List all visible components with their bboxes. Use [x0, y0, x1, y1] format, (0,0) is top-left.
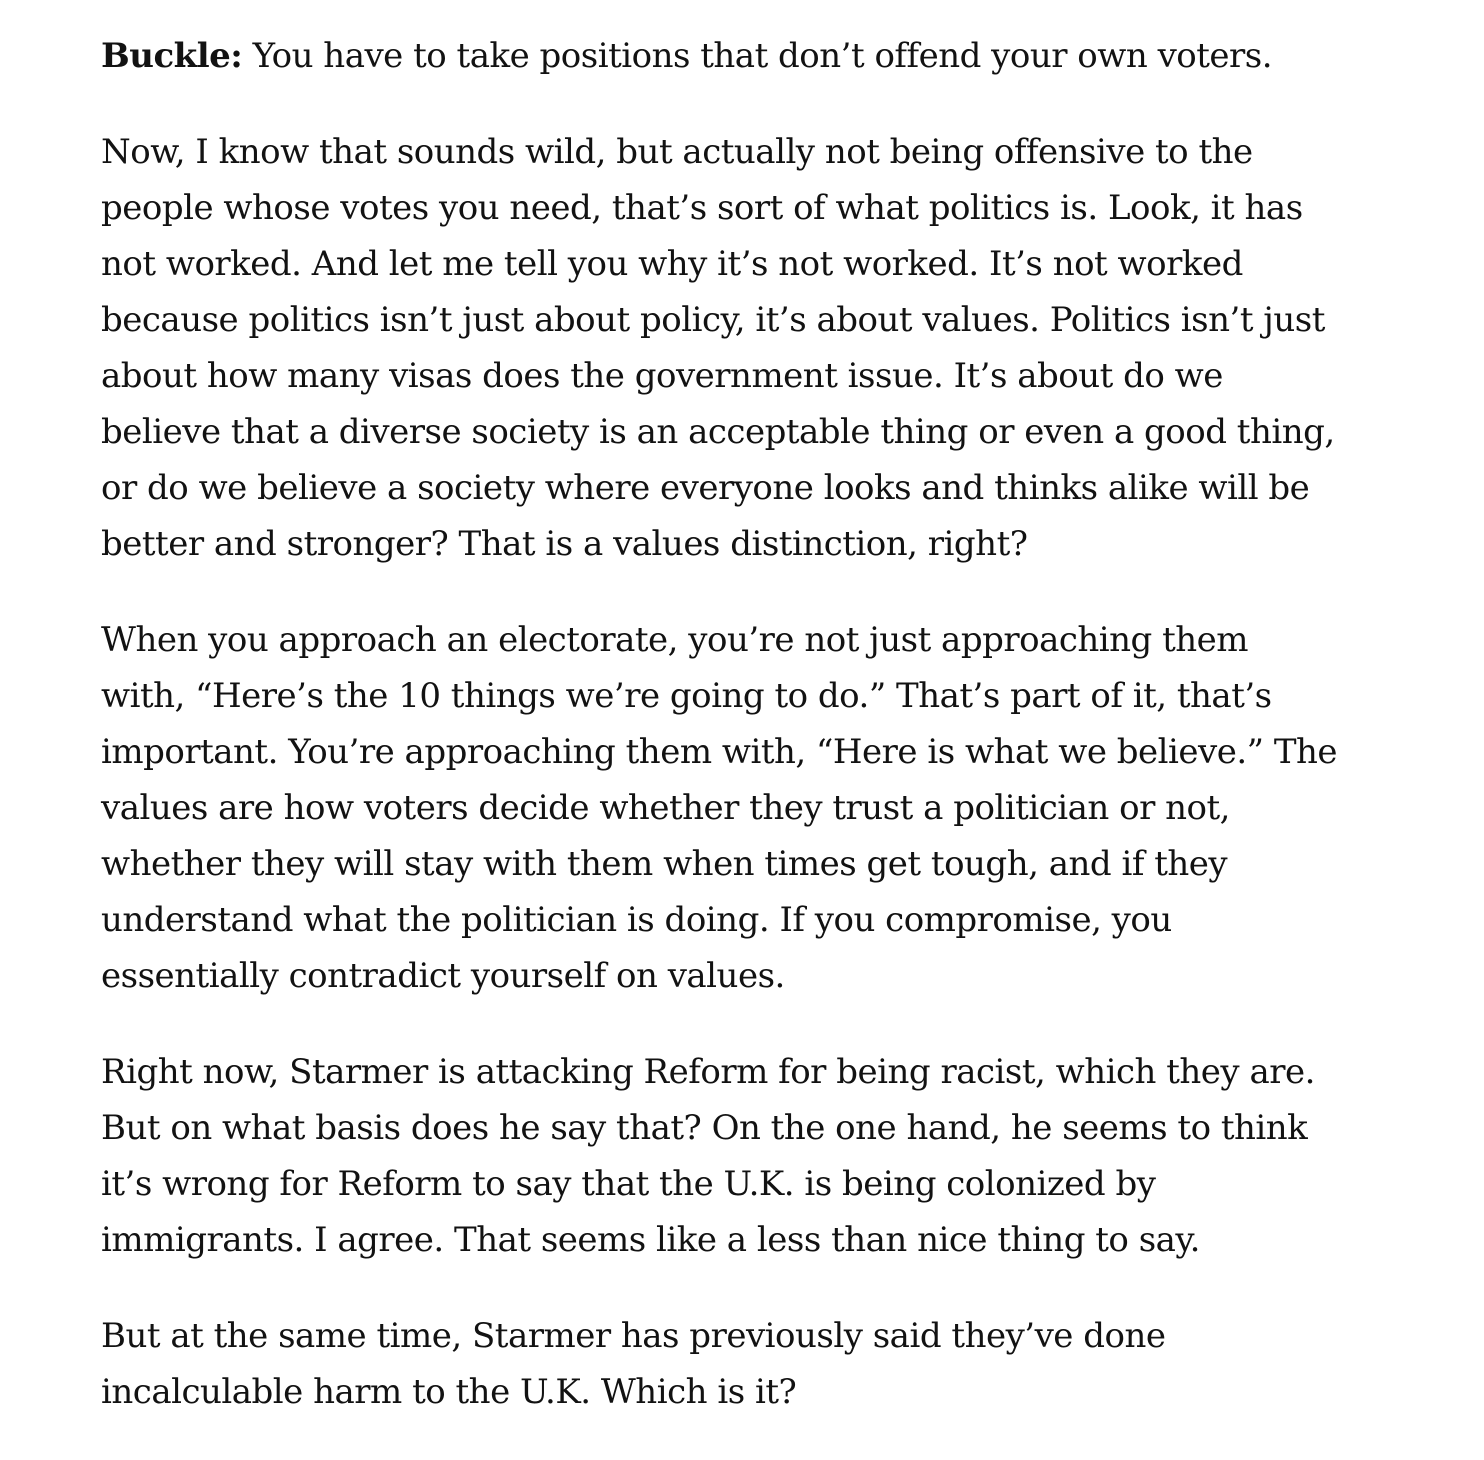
paragraph-1 [101, 28, 1341, 84]
paragraph-2: Now, I know that sounds wild, but actually not being offensive to the people whose votes you need, that’s sort of what politics is. Look, it has not worked. And let me tell you why it’s not worked. It’s not worked because politics isn’t just about policy, it’s about values. Politics isn’t just about how many visas does the government issue. It’s about do we believe that a diverse society is an acceptable thing or even a good thing, or do we believe a society where everyone looks and thinks alike will be better and stronger? That is a values distinction, right? [101, 132, 1335, 564]
paragraph-4: Right now, Starmer is attacking Reform for being racist, which they are. But on what basis does he say that? On the one hand, he seems to think it’s wrong for Reform to say that the U.K. is being colonized by immigrants. I agree. That seems like a less than nice thing to say. [101, 1052, 1315, 1260]
paragraph-5: But at the same time, Starmer has previously said they’ve done incalculable harm to the U.K. Which is it? [101, 1316, 1166, 1412]
paragraph-1-text: You have to take positions that don’t offend your own voters. [252, 36, 1273, 76]
paragraph-3: When you approach an electorate, you’re not just approaching them with, “Here’s the 10 things we’re going to do.” That’s part of it, that’s important. You’re approaching them with, “Here is what we believe.” The values are how voters decide whether they trust a politician or not, whether they will stay with them when times get tough, and if they understand what the politician is doing. If you compromise, you essentially contradict yourself on values. [101, 620, 1338, 996]
article-body [101, 28, 1341, 1460]
speaker-name: Buckle: [101, 36, 243, 76]
